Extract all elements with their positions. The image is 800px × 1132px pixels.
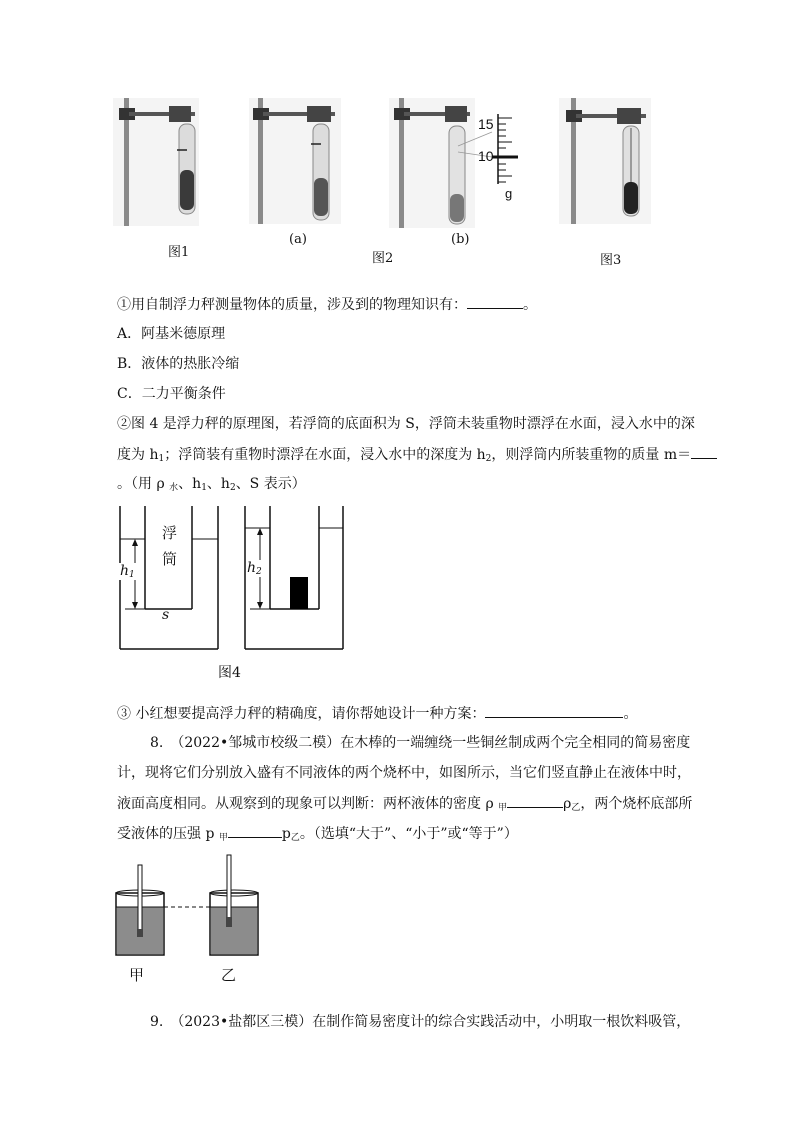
q9-line1: 9. （2023•盐都区三模）在制作简易密度计的综合实践活动中，小明取一根饮料吸管， (150, 1014, 691, 1030)
photo-fig2a-test-tube (249, 98, 341, 224)
fig4-h1-label: $h_1$ (120, 563, 135, 580)
fig2-caption: 图2 (372, 251, 394, 266)
q1-suffix: 。 (523, 297, 537, 313)
q1-option-b: B．液体的热胀冷缩 (117, 356, 240, 372)
fig2b-caption: (b) (451, 232, 470, 247)
fig4-float-label-1: 浮 (162, 524, 178, 542)
q1-option-c: C．二力平衡条件 (117, 386, 226, 402)
q8-pressure-blank[interactable] (228, 823, 282, 838)
scale-unit-label: g (505, 186, 513, 201)
q8-line1: 8. （2022•邹城市校级二模）在木棒的一端缠绕一些铜丝制成两个完全相同的简易密度 (150, 735, 691, 751)
q8-line4: 受液体的压强 p $_甲$ $p_乙$。（选填“大于”、“小于”或“等于”） (117, 823, 518, 848)
scale-label-15: 15 (478, 116, 494, 132)
photo-fig3-test-tube (559, 98, 651, 224)
fig3-caption: 图3 (600, 253, 622, 268)
q1-line (117, 294, 537, 315)
beaker-label-left: 甲 (129, 966, 145, 984)
fig4-s-label: s (162, 607, 170, 623)
q3-line: ③ 小红想要提高浮力秤的精确度，请你帮她设计一种方案： 。 (117, 703, 637, 724)
q8-line3: 液面高度相同。从观察到的现象可以判断：两杯液体的密度 ρ $_甲$ $\rho_乙$，两个烧杯底部所 (117, 793, 692, 818)
q1-option-a: A．阿基米德原理 (117, 326, 226, 342)
fig2a-caption: (a) (289, 232, 307, 247)
photo-fig1-test-tube (113, 98, 199, 226)
q8-line2: 计，现将它们分别放入盛有不同液体的两个烧杯中，如图所示，当它们竖直静止在液体中时， (117, 765, 691, 781)
beaker-label-right: 乙 (221, 966, 237, 984)
fig4-float-label-2: 筒 (162, 550, 178, 568)
scale-label-10: 10 (478, 148, 494, 164)
q2-line1: ②图 4 是浮力秤的原理图，若浮筒的底面积为 S，浮筒未装重物时漂浮在水面，浸入水中的深 (117, 416, 695, 432)
fig4-caption: 图4 (218, 665, 241, 681)
q2-line2: 度为 $h_1$；浮筒装有重物时漂浮在水面，浸入水中的深度为 $h_2$，则浮筒内所装重物的质量 m＝ (117, 444, 717, 469)
q2-answer-blank[interactable] (691, 444, 717, 459)
fig1-caption: 图1 (168, 245, 190, 260)
q8-density-blank[interactable] (507, 793, 563, 808)
fig4-h2-label: $h_2$ (247, 560, 262, 577)
q2-line3: 。（用 ρ $_水$、$h_1$、$h_2$、S 表示） (117, 476, 306, 493)
q1-prefix: ①用自制浮力秤测量物体的质量，涉及到的物理知识有： (117, 297, 467, 313)
fig4-diagram (115, 503, 355, 653)
photo-fig2b-test-tube (389, 98, 475, 228)
q3-answer-blank[interactable] (485, 703, 623, 718)
beakers-diagram (112, 855, 272, 965)
q1-answer-blank[interactable] (467, 294, 523, 309)
